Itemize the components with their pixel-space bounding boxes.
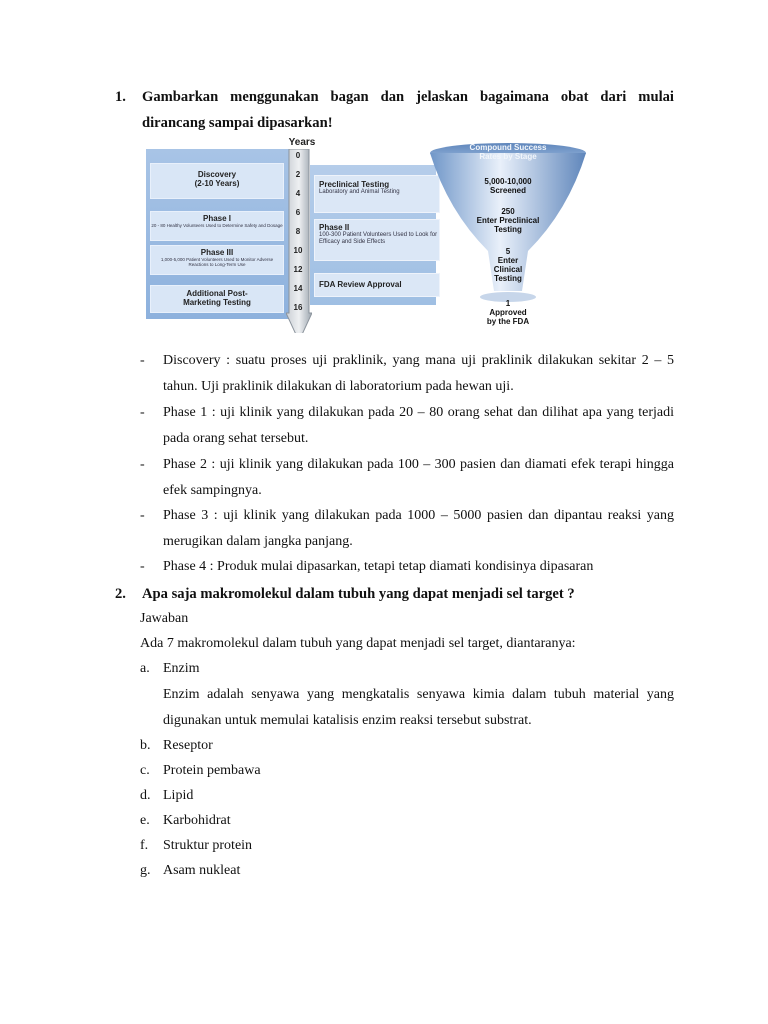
box-subtitle: (2-10 Years) [194,179,240,188]
list-title: Asam nukleat [163,863,241,878]
box-detail: 20 - 80 Healthy Volunteers Used to Determine Safety and Dosage [151,223,283,228]
funnel-title [448,143,568,161]
bullet-marker: - [140,508,145,523]
question-number: 2. [115,586,126,602]
bullet-marker: - [140,457,145,472]
bullet-text: Phase 1 : uji klinik yang dilakukan pada 20 – 80 orang sehat dan dilihat apa yang terjadi pada orang sehat tersebut. [163,405,674,446]
year-tick: 10 [293,246,303,255]
list-description: Enzim adalah senyawa yang mengkatalis senyawa kimia dalam tubuh material yang digunakan untuk memulai katalisis enzim reaksi tersebut substrat. [163,687,674,728]
funnel-title-line: Rates by Stage [479,152,537,161]
year-tick: 0 [295,151,301,160]
year-tick: 6 [295,208,301,217]
funnel-stage-label: Screened [489,186,527,195]
funnel-stage-count: 5,000-10,000 [484,177,532,186]
phase-1-box [150,211,284,241]
answer-intro: Ada 7 makromolekul dalam tubuh yang dapat menjadi sel target, diantaranya: [140,636,576,651]
bullet-marker: - [140,559,145,574]
list-title: Lipid [163,788,194,803]
box-title: FDA Review Approval [319,280,402,289]
box-detail: Laboratory and Animal Testing [319,189,400,195]
box-title: Phase II [319,223,350,232]
bullet-marker: - [140,353,145,368]
years-label: Years [288,137,316,148]
list-title: Reseptor [163,738,213,753]
year-tick: 14 [293,284,303,293]
box-title: Phase I [202,214,231,223]
list-title: Enzim [163,661,200,676]
funnel-stage-label: Clinical [493,265,523,274]
list-marker: b. [140,738,151,753]
discovery-box [150,163,284,199]
list-marker: a. [140,661,150,676]
answer-label: Jawaban [140,611,189,626]
list-title: Karbohidrat [163,813,231,828]
bullet-marker: - [140,405,145,420]
box-title: Preclinical Testing [319,180,390,189]
box-title: Discovery [197,170,237,179]
phase-3-box [150,245,284,275]
post-marketing-box [150,285,284,313]
list-title: Protein pembawa [163,763,261,778]
funnel-stage-label: by the FDA [486,317,530,326]
funnel-stage-count: 5 [505,247,511,256]
funnel-stage-label: Enter [497,256,519,265]
year-tick: 2 [295,170,301,179]
bullet-text: Discovery : suatu proses uji praklinik, yang mana uji praklinik dilakukan sekitar 2 – 5 tahun. Uji praklinik dilakukan di laboratorium pada hewan uji. [163,353,674,394]
bullet-text: Phase 4 : Produk mulai dipasarkan, tetapi tetap diamati kondisinya dipasaran [163,559,594,574]
list-title: Struktur protein [163,838,253,853]
funnel-stage-approved [448,299,568,326]
year-tick: 16 [293,303,303,312]
funnel-stage-label: Testing [494,225,522,234]
box-title: Phase III [200,248,234,257]
preclinical-testing-box [314,175,440,213]
funnel-stage-preclinical [448,207,568,234]
list-marker: f. [140,838,149,853]
funnel-stage-count: 250 [501,207,515,216]
funnel-stage-label: Approved [489,308,527,317]
bullet-text: Phase 2 : uji klinik yang dilakukan pada 100 – 300 pasien dan diamati efek terapi hingga efek sampingnya. [163,457,674,498]
year-tick: 12 [293,265,303,274]
funnel-stage-screened [448,177,568,195]
year-tick: 8 [295,227,301,236]
phase-2-box [314,219,440,261]
question-number: 1. [115,89,126,105]
box-detail: 1,000-5,000 Patient Volunteers Used to Monitor Adverse Reactions to Long-Term Use [160,257,274,267]
fda-review-box [314,273,440,297]
box-detail: 100-300 Patient Volunteers Used to Look for Efficacy and Side Effects [319,232,438,245]
question-text: Gambarkan menggunakan bagan dan jelaskan bagaimana obat dari mulai dirancang sampai dipasarkan! [142,89,674,131]
list-marker: c. [140,763,150,778]
funnel-stage-label: Testing [494,274,522,283]
box-subtitle: Marketing Testing [183,298,251,307]
list-marker: d. [140,788,151,803]
box-title: Additional Post- [186,289,248,298]
list-marker: e. [140,813,150,828]
funnel-title-line: Compound Success [469,143,547,152]
funnel-stage-count: 1 [505,299,511,308]
drug-development-figure [142,137,676,333]
bullet-text: Phase 3 : uji klinik yang dilakukan pada 1000 – 5000 pasien dan dipantau reaksi yang merugikan dalam jangka panjang. [163,508,674,549]
funnel-stage-clinical [448,247,568,283]
list-marker: g. [140,863,151,878]
question-text: Apa saja makromolekul dalam tubuh yang dapat menjadi sel target ? [142,586,575,602]
year-tick: 4 [295,189,301,198]
funnel-stage-label: Enter Preclinical [476,216,540,225]
